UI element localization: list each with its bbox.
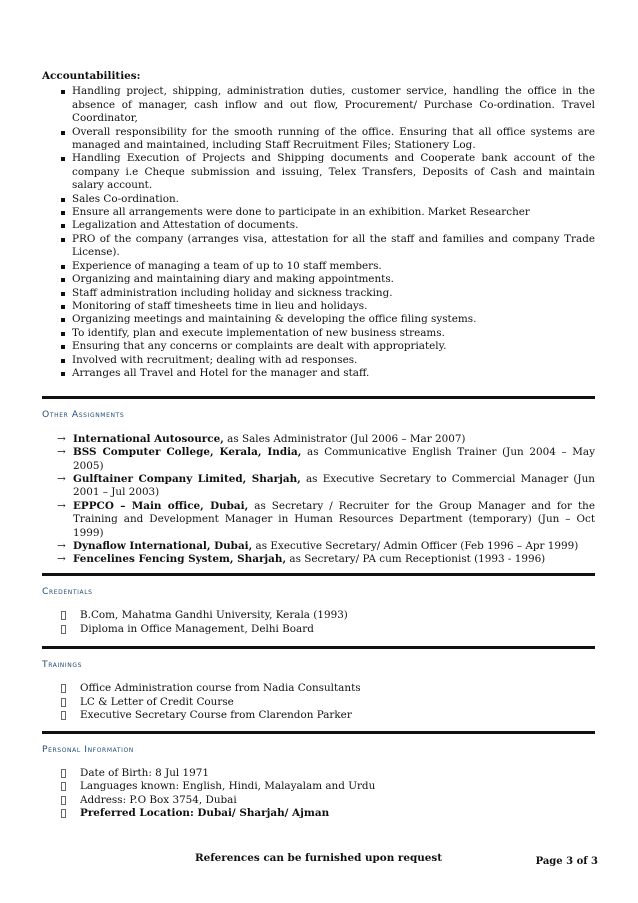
trainings-title: Trainings — [42, 659, 83, 671]
list-item: Organizing and maintaining diary and making appointments. — [42, 273, 595, 286]
list-item: Languages known: English, Hindi, Malayalam and Urdu — [42, 780, 595, 793]
list-item: Executive Secretary Course from Clarendon Parker — [42, 709, 595, 722]
list-item: → International Autosource, as Sales Administrator (Jul 2006 – Mar 2007) — [57, 432, 466, 445]
list-item: Diploma in Office Management, Delhi Board — [42, 623, 595, 636]
arrow-right-icon: → — [57, 499, 66, 512]
page-number: Page 3 of 3 — [535, 856, 598, 867]
list-item: → EPPCO – Main office, Dubai, as Secretary / Recruiter for the Group Manager and for the Training and Development Manager in Human Resources Department (temporary) (Jun – Oct 1999) — [57, 499, 596, 539]
list-item: → Fencelines Fencing System, Sharjah, as Secretary/ PA cum Receptionist (1993 - 1996) — [57, 553, 546, 566]
list-item: PRO of the company (arranges visa, attestation for all the staff and families and company Trade License). — [42, 233, 595, 260]
list-item: To identify, plan and execute implementation of new business streams. — [42, 327, 595, 340]
section-divider — [42, 573, 595, 576]
list-item: Office Administration course from Nadia Consultants — [42, 682, 595, 695]
box-bullet-icon — [61, 698, 66, 707]
list-item: Overall responsibility for the smooth running of the office. Ensuring that all office systems are managed and maintained, including Staff Recruitment Files; Stationery Log. — [42, 126, 595, 153]
box-bullet-icon — [61, 809, 66, 818]
box-bullet-icon — [61, 782, 66, 791]
list-item: Ensuring that any concerns or complaints are dealt with appropriately. — [42, 340, 595, 353]
list-item: → BSS Computer College, Kerala, India, as Communicative English Trainer (Jun 2004 – May 2005) — [57, 446, 595, 472]
arrow-right-icon: → — [57, 553, 66, 566]
list-item: Handling Execution of Projects and Shipping documents and Cooperate bank account of the company i.e Cheque submission and issuing, Telex Transfers, Deposits of Cash and maintain salary account. — [42, 152, 595, 192]
box-bullet-icon — [61, 611, 66, 620]
arrow-right-icon: → — [57, 446, 66, 459]
other-assignments-title: Other Assignments — [42, 409, 125, 421]
list-item: Sales Co-ordination. — [42, 193, 595, 206]
section-divider — [42, 731, 595, 734]
references-note: References can be furnished upon request — [194, 851, 443, 864]
list-item: Monitoring of staff timesheets time in lieu and holidays. — [42, 300, 595, 313]
other-assignments-list — [42, 433, 595, 567]
section-divider — [42, 646, 595, 649]
list-item: LC & Letter of Credit Course — [42, 696, 595, 709]
list-item: Organizing meetings and maintaining & developing the office filing systems. — [42, 313, 595, 326]
section-divider — [42, 396, 595, 399]
list-item: Address: P.O Box 3754, Dubai — [42, 794, 595, 807]
personal-information-title: Personal Information — [42, 743, 134, 755]
personal-information-list — [42, 767, 595, 821]
list-item: Staff administration including holiday and sickness tracking. — [42, 287, 595, 300]
accountabilities-section — [42, 70, 595, 380]
list-item: Arranges all Travel and Hotel for the manager and staff. — [42, 367, 595, 380]
arrow-right-icon: → — [57, 472, 66, 485]
arrow-right-icon: → — [57, 540, 66, 552]
trainings-list — [42, 682, 595, 722]
list-item: Preferred Location: Dubai/ Sharjah/ Ajman — [42, 807, 595, 820]
credentials-list — [42, 609, 595, 636]
box-bullet-icon — [61, 625, 66, 634]
list-item: Date of Birth: 8 Jul 1971 — [42, 767, 595, 780]
list-item: Involved with recruitment; dealing with ad responses. — [42, 354, 595, 367]
list-item: → Gulftainer Company Limited, Sharjah, as Executive Secretary to Commercial Manager (Jun 2001 – Jul 2003) — [57, 472, 595, 499]
arrow-right-icon: → — [57, 432, 66, 445]
credentials-title: Credentials — [42, 585, 93, 597]
list-item: Ensure all arrangements were done to participate in an exhibition. Market Researcher — [42, 206, 595, 219]
resume-page — [42, 70, 595, 865]
list-item: Handling project, shipping, administration duties, customer service, handling the office in the absence of manager, cash inflow and out flow, Procurement/ Purchase Co-ordination. Travel Coordinator, — [42, 85, 595, 125]
accountabilities-list — [42, 85, 595, 380]
accountabilities-heading: Accountabilities: — [42, 70, 141, 82]
box-bullet-icon — [61, 684, 66, 693]
box-bullet-icon — [61, 711, 66, 720]
list-item: B.Com, Mahatma Gandhi University, Kerala (1993) — [42, 609, 595, 622]
list-item: Experience of managing a team of up to 10 staff members. — [42, 260, 595, 273]
list-item: Legalization and Attestation of documents. — [42, 219, 595, 232]
box-bullet-icon — [61, 769, 66, 778]
list-item: → Dynaflow International, Dubai, as Executive Secretary/ Admin Officer (Feb 1996 – Apr 1999) — [57, 540, 579, 552]
box-bullet-icon — [61, 796, 66, 805]
